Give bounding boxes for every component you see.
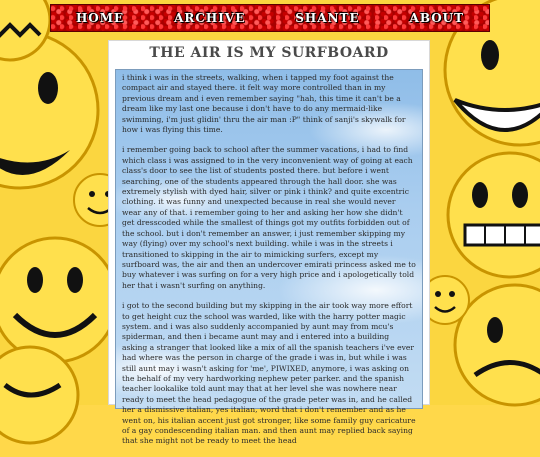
post-title: THE AIR IS MY SURFBOARD <box>149 45 389 61</box>
laugh-face-icon <box>0 347 78 443</box>
post-paragraph-3: i got to the second building but my skipping in the air took way more effort to get height cuz the school was warded, like with the harry potter magic system. and i was also suddenly accompanied by aunt may from mcu's spiderman, and then i became aunt may and i entered into a building asking a stranger that looked like a mix of all the spanish teachers i've ever had where was the person in charge of the grade i was in, but while i was still aunt may i wasn't asking for 'me', PIWIXED, anymore, i was asking on the behalf of my very hardworking nephew peter parker. and the spanish teacher lookalike told aunt may that at her level she was nowhere near ready to meet the head pedagogue of the grade peter was in, and he called her a dismissive italian, yes italian, word that i don't remember and as he went on, his italian accent just got stronger, like some family guy caricature of a gay condescending italian man. and then aunt may replied back saying that she might not be ready to meet the head <box>122 301 416 446</box>
post-paragraph-2: i remember going back to school after the summer vacations, i had to find which class i was assigned to in the very inconvenient way of going at each class's door to see the list of students posted there. but before i went searching, one of the students appeared through the hall door. she was extremely stylish with dyed hair, silver or pink i think? and quite excentric clothing. it was funny and unexpected because in real she would never wear any of that. i remember going to her and asking her how she didn't get dresscoded while the smallest of things got my outfits forbidden out of the school. but i don't remember an answer, i just remember skipping my way (flying) over my school's next building. while i was in the streets i transitioned to skipping in the air to mimicking surfers, except my surfboard was, the air and then an undercover emirati princess asked me to buy whatever i was surfing on for a very high price and i apologetically told her that i wasn't surfing on anything. <box>122 145 416 290</box>
wink-face-icon <box>0 238 117 362</box>
post-body <box>116 70 422 457</box>
nav-home-link[interactable]: HOME <box>75 11 125 25</box>
nav-about-link[interactable]: ABOUT <box>409 11 465 25</box>
nav-shante-link[interactable]: SHANTE <box>295 11 360 25</box>
post-sky-frame <box>115 69 423 446</box>
post-paragraph-1: i think i was in the streets, walking, when i tapped my foot against the compact air and stayed there. it felt way more controlled than in my previous dream and i even remember saying "hah, this time it can't be a dream like my last one because i don't have to do any mermaid-like swimming, i'm just glidin' thru the air man :P" think of sanji's skywalk for how i was flying this time. <box>122 73 406 135</box>
post-panel <box>108 40 430 446</box>
top-navigation <box>50 4 490 32</box>
nav-archive-link[interactable]: ARCHIVE <box>174 11 246 25</box>
